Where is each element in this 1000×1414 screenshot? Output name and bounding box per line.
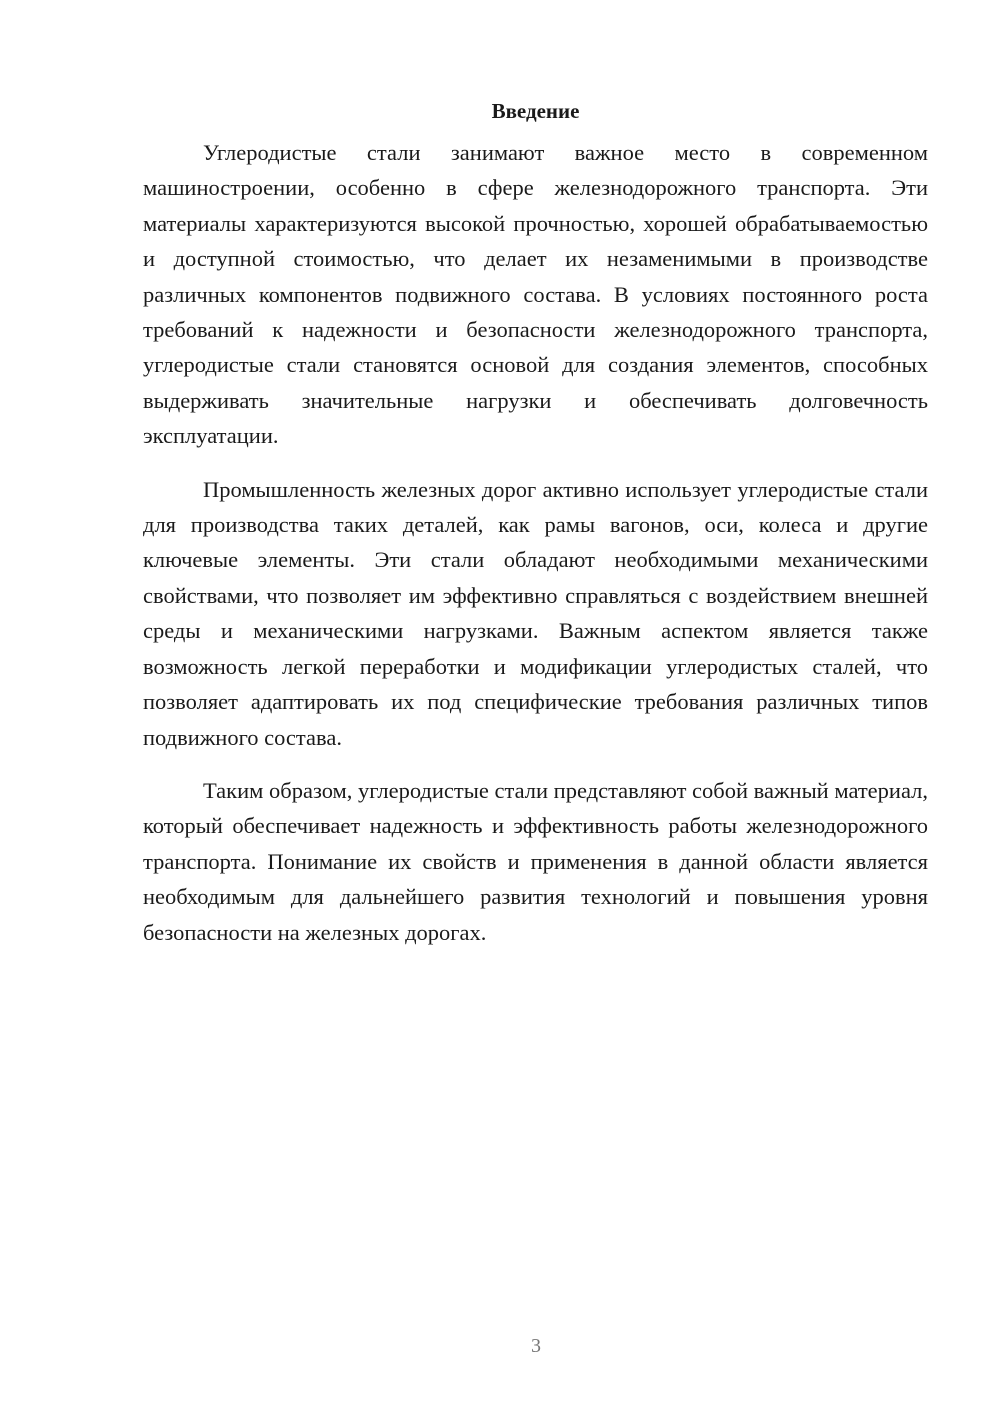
paragraph-2: Промышленность железных дорог активно использует углеродистые стали для производства таких деталей, как рамы вагонов, оси, колеса и другие ключевые элементы. Эти стали обладают необходимыми механическими свойствами, что позволяет им эффективно справляться с воздействием внешней среды и механическими нагрузками. Важным аспектом является также возможность легкой переработки и модификации углеродистых сталей, что позволяет адаптировать их под специфические требования различных типов подвижного состава. <box>143 476 928 750</box>
page-number: 3 <box>531 1335 541 1357</box>
page-number-footer <box>0 1333 1000 1359</box>
paragraph-1: Углеродистые стали занимают важное место в современном машиностроении, особенно в сфере железнодорожного транспорта. Эти материалы характеризуются высокой прочностью, хорошей обрабатываемостью и доступной стоимостью, что делает их незаменимыми в производстве различных компонентов подвижного состава. В условиях постоянного роста требований к надежности и безопасности железнодорожного транспорта, углеродистые стали становятся основой для создания элементов, способных выдерживать значительные нагрузки и обеспечивать долговечность эксплуатации. <box>143 140 928 449</box>
document-body <box>143 96 928 968</box>
paragraph-3: Таким образом, углеродистые стали представляют собой важный материал, который обеспечивает надежность и эффективность работы железнодорожного транспорта. Понимание их свойств и применения в данной области является необходимым для дальнейшего развития технологий и повышения уровня безопасности на железных дорогах. <box>143 777 928 945</box>
section-heading: Введение <box>491 99 580 123</box>
